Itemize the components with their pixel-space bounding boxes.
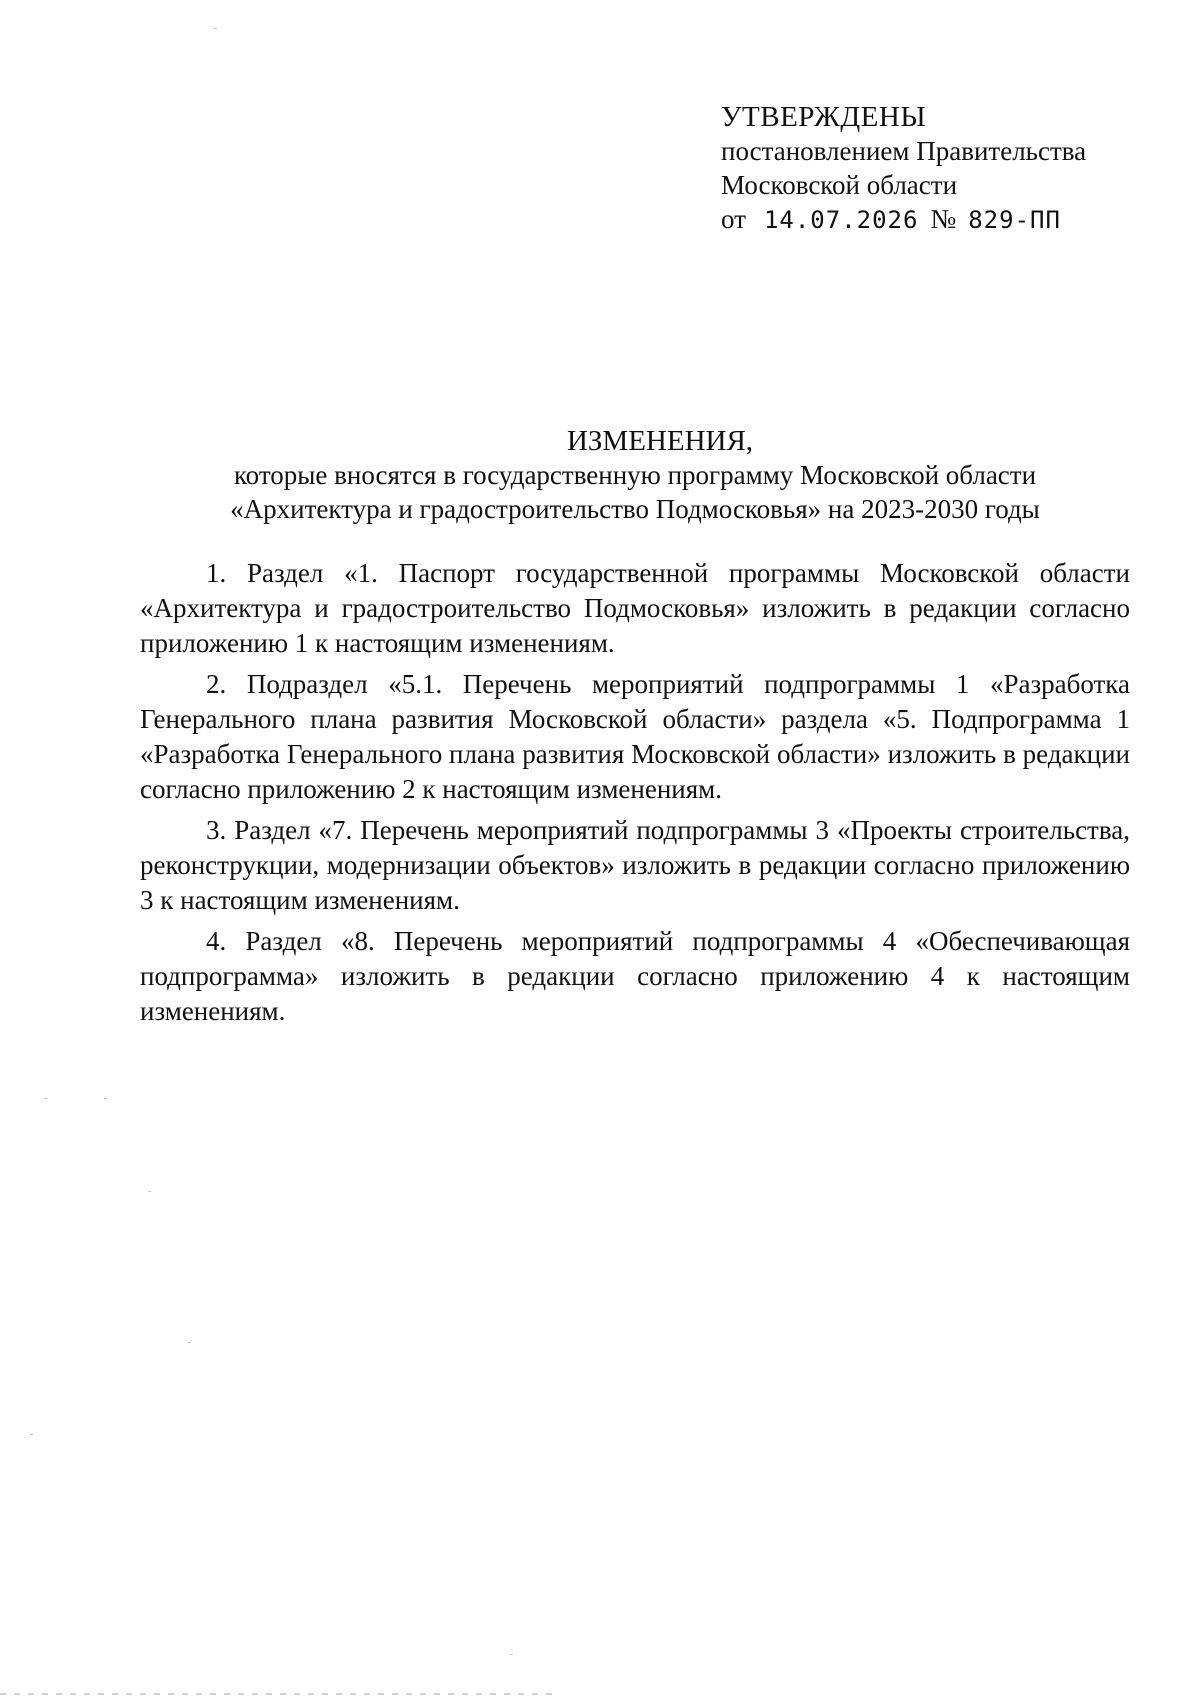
scan-speck [510, 1654, 513, 1655]
document-subtitle-line-1: которые вносятся в государственную программу Московской области [233, 460, 1037, 490]
document-heading [140, 424, 1130, 526]
approval-number: 829-ПП [968, 206, 1061, 234]
document-subtitle-line-2: «Архитектура и градостроительство Подмосковья» на 2023-2030 годы [230, 494, 1040, 524]
approval-line-region: Московской области [721, 170, 958, 200]
approval-line-resolution: постановлением Правительства [721, 136, 1087, 166]
approval-title: УТВЕРЖДЕНЫ [721, 101, 927, 133]
approval-from-label: от [721, 204, 746, 234]
body-item-1: 1. Раздел «1. Паспорт государственной программы Московской области «Архитектура и градостроительство Подмосковья» изложить в редакции согласно приложению 1 к настоящим изменениям. [140, 558, 1130, 658]
scan-speck [188, 1342, 191, 1343]
approval-date-line [721, 202, 1086, 237]
scan-speck [104, 1098, 107, 1099]
scan-edge-artifact [0, 1693, 560, 1695]
document-body [140, 556, 1130, 1035]
document-title: ИЗМЕНЕНИЯ, [566, 425, 754, 457]
scan-speck [44, 1098, 47, 1099]
approval-number-sign: № [930, 204, 957, 234]
body-item-4: 4. Раздел «8. Перечень мероприятий подпрограммы 4 «Обеспечивающая подпрограмма» изложить в редакции согласно приложению 4 к настоящим изменениям. [140, 926, 1130, 1026]
scan-speck [30, 1434, 33, 1435]
scan-speck [214, 28, 217, 29]
approval-stamp [721, 100, 1086, 237]
scan-speck [148, 1191, 151, 1192]
approval-date: 14.07.2026 [763, 206, 919, 234]
body-item-3: 3. Раздел «7. Перечень мероприятий подпрограммы 3 «Проекты строительства, реконструкции, модернизации объектов» изложить в редакции согласно приложению 3 к настоящим изменениям. [140, 815, 1130, 915]
body-item-2: 2. Подраздел «5.1. Перечень мероприятий подпрограммы 1 «Разработка Генерального плана развития Московской области» раздела «5. Подпрограмма 1 «Разработка Генерального плана развития Московской области» изложить в редакции согласно приложению 2 к настоящим изменениям. [140, 669, 1130, 804]
